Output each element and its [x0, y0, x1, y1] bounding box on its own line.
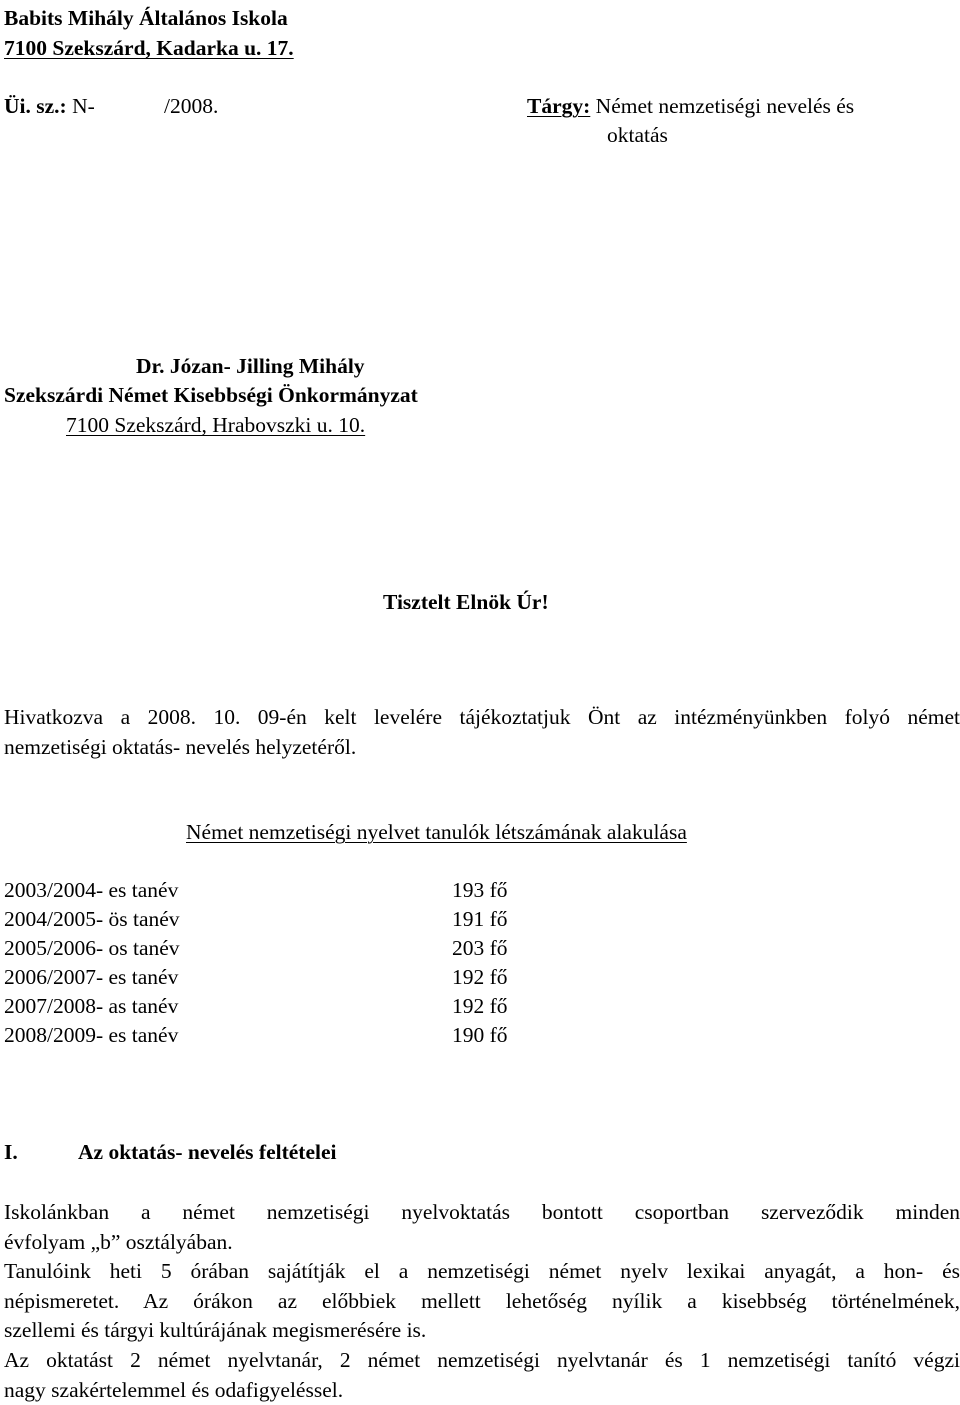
subject-text: Német nemzetiségi nevelés és [595, 94, 855, 118]
table-row [4, 909, 604, 938]
paragraph-1-line-1: Iskolánkban a német nemzetiségi nyelvoktatás bontott csoportban szerveződik minden [4, 1200, 960, 1224]
paragraph-3-line-2: nagy szakértelemmel és odafigyeléssel. [4, 1377, 344, 1402]
recipient-organization: Szekszárdi Német Kisebbségi Önkormányzat [4, 383, 418, 407]
paragraph-3-line-1: Az oktatást 2 német nyelvtanár, 2 német nemzetiségi nyelvtanár és 1 nemzetiségi tanító végzi [4, 1347, 960, 1372]
intro-line-2: nemzetiségi oktatás- nevelés helyzetéről. [4, 734, 357, 759]
school-year: 2003/2004- es tanév [4, 878, 179, 902]
student-count: 191 fő [452, 907, 508, 931]
school-name: Babits Mihály Általános Iskola [4, 6, 288, 30]
paragraph-1-line-2: évfolyam „b” osztályában. [4, 1229, 233, 1254]
intro-line-1: Hivatkozva a 2008. 10. 09-én kelt levelére tájékoztatjuk Önt az intézményünkben folyó német [4, 705, 960, 729]
section-title: Az oktatás- nevelés feltételei [78, 1140, 337, 1164]
school-year: 2007/2008- as tanév [4, 994, 179, 1018]
recipient-name: Dr. Józan- Jilling Mihály [136, 354, 365, 378]
paragraph-2-line-2: népismeretet. Az órákon az előbbiek mellett lehetőség nyílik a kisebbség történelmének, [4, 1288, 960, 1313]
subject-text-continued: oktatás [607, 123, 668, 147]
table-row [4, 1025, 604, 1054]
table-row [4, 967, 604, 996]
school-year: 2006/2007- es tanév [4, 965, 179, 989]
reference-year: /2008. [164, 94, 219, 118]
paragraph-2-line-3: szellemi és tárgyi kultúrájának megismerésére is. [4, 1318, 427, 1343]
enrollment-title: Német nemzetiségi nyelvet tanulók létszámának alakulása [186, 820, 687, 844]
section-number: I. [4, 1140, 18, 1164]
reference-value: N- [72, 94, 95, 118]
table-row [4, 938, 604, 967]
subject-line [527, 96, 854, 118]
table-row [4, 996, 604, 1025]
student-count: 192 fő [452, 965, 508, 989]
paragraph-2-line-1: Tanulóink heti 5 órában sajátítják el a nemzetiségi német nyelv lexikai anyagát, a hon- és [4, 1259, 960, 1284]
student-count: 192 fő [452, 994, 508, 1018]
school-address: 7100 Szekszárd, Kadarka u. 17. [4, 36, 294, 60]
section-body [4, 1198, 960, 1405]
school-year: 2008/2009- es tanév [4, 1023, 179, 1047]
table-row [4, 880, 604, 909]
salutation: Tisztelt Elnök Úr! [383, 590, 549, 614]
intro-paragraph [4, 703, 960, 762]
school-year: 2004/2005- ös tanév [4, 907, 180, 931]
subject-label: Tárgy: [527, 94, 591, 118]
student-count: 190 fő [452, 1023, 508, 1047]
recipient-address: 7100 Szekszárd, Hrabovszki u. 10. [66, 413, 366, 437]
reference-number [4, 96, 95, 118]
student-count: 193 fő [452, 878, 508, 902]
student-count: 203 fő [452, 936, 508, 960]
school-year: 2005/2006- os tanév [4, 936, 180, 960]
reference-label: Üi. sz.: [4, 94, 67, 118]
